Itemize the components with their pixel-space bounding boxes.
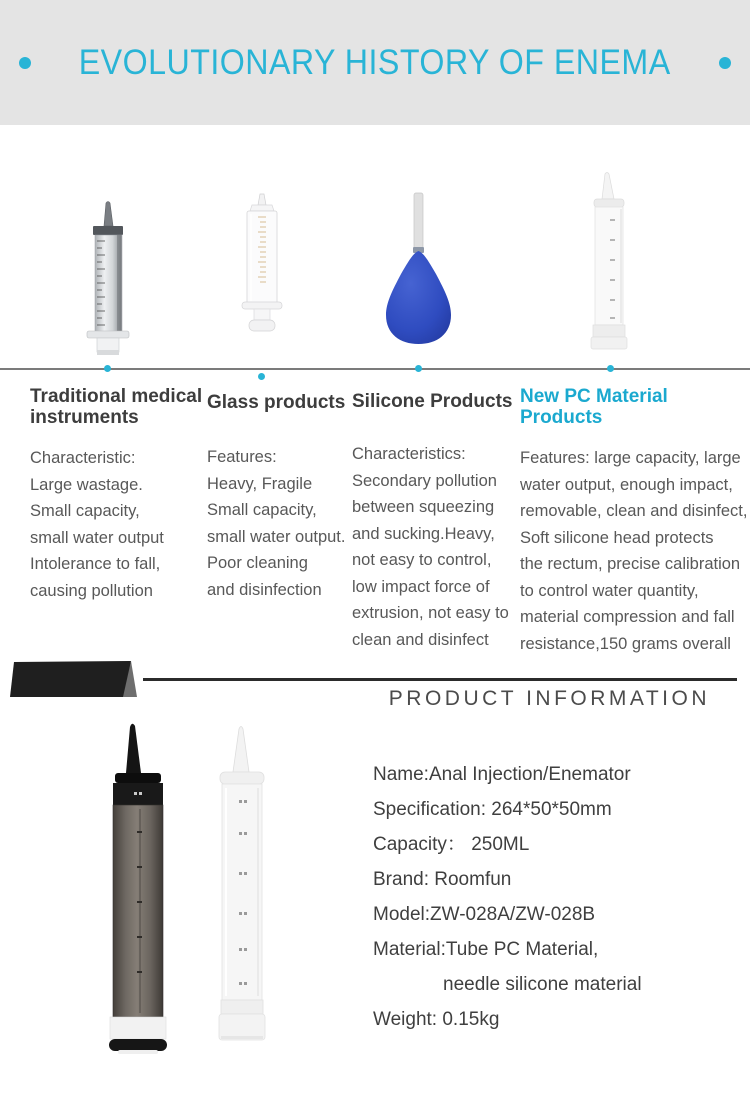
pc-enemator-white-image	[585, 171, 633, 351]
spec-line-name: Name:Anal Injection/Enemator	[373, 764, 631, 785]
page-title: EVOLUTIONARY HISTORY OF ENEMA	[79, 43, 671, 82]
section-divider-line	[0, 368, 750, 370]
spec-line-model: Model:ZW-028A/ZW-028B	[373, 904, 596, 925]
column-marker-dot-icon	[258, 373, 265, 380]
column-description: Characteristics: Secondary pollution between squeezing and sucking.Heavy, not easy to control, low impact force of extrusion, not easy to clean and disinfect	[352, 445, 509, 649]
spec-line-material: Material:Tube PC Material,	[373, 939, 599, 960]
column-title-line: instruments	[30, 407, 139, 428]
spec-line-weight: Weight: 0.15kg	[373, 1009, 500, 1030]
column-description: Characteristic: Large wastage. Small capacity, small water output Intolerance to fall, causing pollution	[30, 449, 164, 600]
black-flag-shape	[8, 659, 140, 699]
column-title	[520, 386, 745, 428]
column-description: Features: Heavy, Fragile Small capacity, small water output. Poor cleaning and disinfection	[207, 448, 346, 599]
column-marker-dot-icon	[104, 365, 111, 372]
metal-syringe-image	[80, 200, 136, 358]
evolution-column-glass	[207, 392, 352, 603]
enemator-black-image	[104, 721, 172, 1055]
column-title-line: Glass products	[207, 392, 346, 413]
evolution-column-silicone	[352, 391, 513, 653]
column-description: Features: large capacity, large water output, enough impact, removable, clean and disinfect, Soft silicone head protects the rectum, precise calibration to control water quantity, material compression and fall resistance,150 grams overall	[520, 449, 748, 653]
column-marker-dot-icon	[415, 365, 422, 372]
evolution-column-new-pc	[520, 386, 748, 657]
column-title-line: Silicone Products	[352, 391, 513, 412]
title-banner	[0, 0, 750, 125]
glass-syringe-image	[238, 192, 286, 332]
spec-line-capacity: Capacity： 250ML	[373, 834, 530, 855]
column-title	[30, 386, 205, 428]
enemator-white-image	[212, 724, 272, 1050]
spec-line-material-cont: needle silicone material	[443, 974, 642, 995]
column-title	[352, 391, 513, 412]
banner-right-dot-icon	[719, 57, 731, 69]
column-title	[207, 392, 352, 413]
product-spec-list	[373, 757, 642, 1037]
evolution-column-traditional	[30, 386, 205, 604]
spec-line-specification: Specification: 264*50*50mm	[373, 799, 612, 820]
column-title-line: Traditional medical	[30, 386, 203, 407]
silicone-bulb-image	[375, 191, 461, 347]
banner-left-dot-icon	[19, 57, 31, 69]
section-title: PRODUCT INFORMATION	[388, 687, 710, 710]
column-title-line: Products	[520, 407, 603, 428]
column-marker-dot-icon	[607, 365, 614, 372]
spec-line-brand: Brand: Roomfun	[373, 869, 512, 890]
info-heading-rule	[143, 678, 737, 681]
column-title-line: New PC Material	[520, 386, 668, 407]
